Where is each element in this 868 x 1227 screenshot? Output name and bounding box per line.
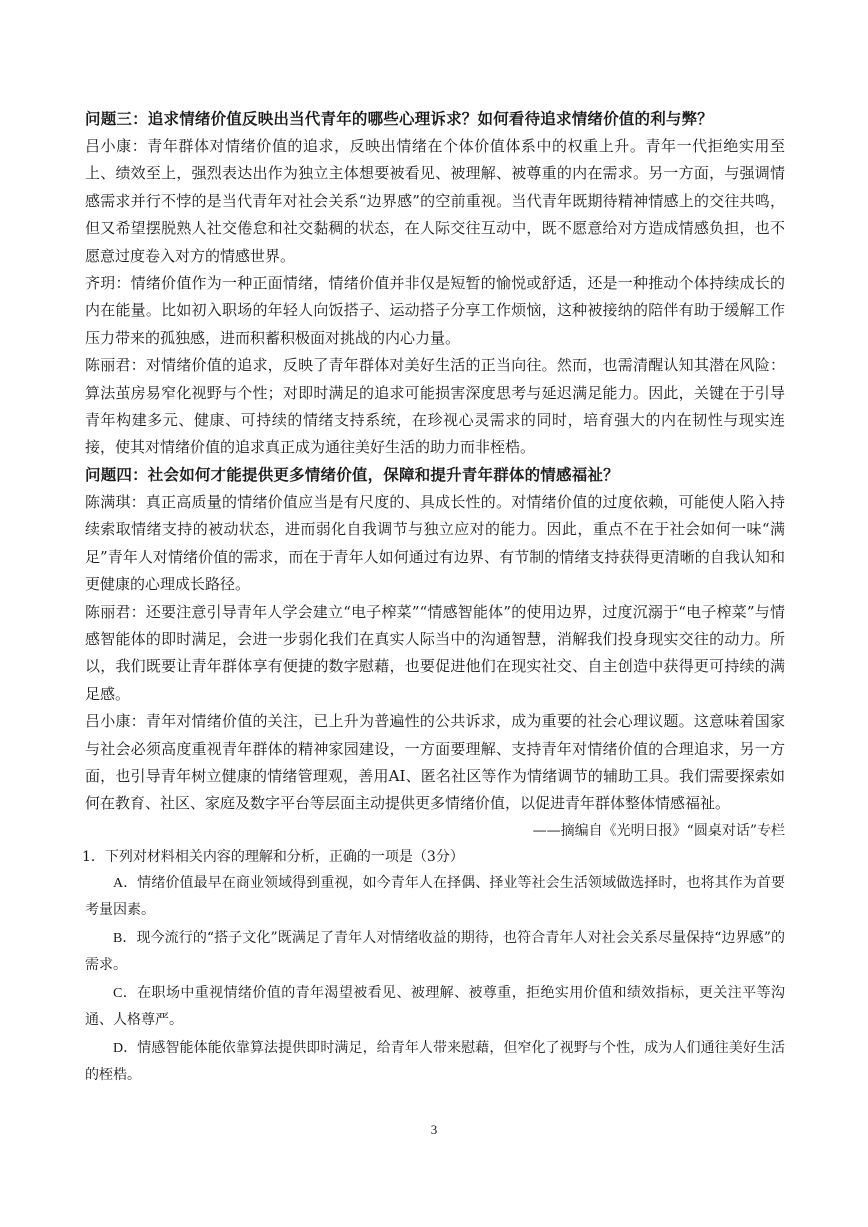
speaker-name: 吕小康： <box>85 712 146 731</box>
option-text: 现今流行的“搭子文化”既满足了青年人对情绪收益的期待，也符合青年人对社会关系尽量保持“边界感”的需求。 <box>85 929 785 974</box>
option-text: 情绪价值最早在商业领域得到重视，如今青年人在择偶、择业等社会生活领域做选择时，也将其作为首要考量因素。 <box>85 874 785 919</box>
option-b <box>85 925 785 980</box>
paragraph-text: 真正高质量的情绪价值应当是有尺度的、具成长性的。对情绪价值的过度依赖，可能使人陷入持续索取情绪支持的被动状态，进而弱化自我调节与独立应对的能力。因此，重点不在于社会如何一味“满足”青年人对情绪价值的需求，而在于青年人如何通过有边界、有节制的情绪支持获得更清晰的自我认知和更健康的心理成长路径。 <box>85 492 785 594</box>
option-text: 在职场中重视情绪价值的青年渴望被看见、被理解、被尊重，拒绝实用价值和绩效指标，更关注平等沟通、人格尊严。 <box>85 984 785 1029</box>
speaker-paragraph <box>85 352 785 462</box>
option-a <box>85 870 785 925</box>
speaker-paragraph <box>85 708 785 818</box>
question-three-heading: 问题三：追求情绪价值反映出当代青年的哪些心理诉求？如何看待追求情绪价值的利与弊？ <box>85 110 714 128</box>
question-stem: 1．下列对材料相关内容的理解和分析，正确的一项是（3分） <box>82 848 464 865</box>
speaker-name: 陈丽君： <box>85 602 146 621</box>
paragraph-text: 还要注意引导青年人学会建立“电子榨菜”“情感智能体”的使用边界，过度沉溺于“电子榨菜”与情感智能体的即时满足，会进一步弱化我们在真实人际当中的沟通智慧，消解我们投身现实交往的动力。所以，我们既要让青年群体享有便捷的数字慰藉，也要促进他们在现实社交、自主创造中获得更可持续的满足感。 <box>85 602 785 703</box>
question-three-section <box>85 106 785 462</box>
paragraph-text: 青年对情绪价值的关注，已上升为普遍性的公共诉求，成为重要的社会心理议题。这意味着国家与社会必须高度重视青年群体的精神家园建设，一方面要理解、支持青年对情绪价值的合理追求，另一方面，也引导青年树立健康的情绪管理观，善用AI、匿名社区等作为情绪调节的辅助工具。我们需要探索如何在教育、社区、家庭及数字平台等层面主动提供更多情绪价值，以促进青年群体整体情感福祉。 <box>85 712 785 813</box>
option-text: 情感智能体能依靠算法提供即时满足，给青年人带来慰藉，但窄化了视野与个性，成为人们通往美好生活的桎梏。 <box>85 1039 785 1084</box>
speaker-name: 吕小康： <box>85 137 148 155</box>
option-d <box>85 1035 785 1090</box>
option-c <box>85 980 785 1035</box>
speaker-paragraph <box>85 489 785 599</box>
option-letter: C． <box>113 985 138 1001</box>
speaker-paragraph <box>85 133 785 270</box>
document-page <box>82 106 785 1090</box>
speaker-name: 陈满琪： <box>85 492 146 511</box>
speaker-name: 齐玥： <box>85 274 131 293</box>
paragraph-text: 青年群体对情绪价值的追求，反映出情绪在个体价值体系中的权重上升。青年一代拒绝实用至上、绩效至上，强烈表达出作为独立主体想要被看见、被理解、被尊重的内在需求。另一方面，与强调情感需求并行不悖的是当代青年对社会关系“边界感”的空前重视。当代青年既期待精神情感上的交往共鸣，但又希望摆脱熟人社交倦怠和社交黏稠的状态，在人际交往互动中，既不愿意给对方造成情感负担，也不愿意过度卷入对方的情感世界。 <box>85 137 785 265</box>
source-citation: ——摘编自《光明日报》“圆桌对话”专栏 <box>532 822 785 839</box>
page-number: 3 <box>430 1122 438 1137</box>
speaker-paragraph <box>85 270 785 352</box>
paragraph-text: 情绪价值作为一种正面情绪，情绪价值并非仅是短暂的愉悦或舒适，还是一种推动个体持续成长的内在能量。比如初入职场的年轻人向饭搭子、运动搭子分享工作烦恼，这种被接纳的陪伴有助于缓解工作压力带来的孤独感，进而积蓄积极面对挑战的内心力量。 <box>85 274 785 347</box>
question-four-section <box>85 462 785 818</box>
multiple-choice-question <box>82 844 785 1090</box>
option-letter: B． <box>113 930 137 946</box>
option-letter: D． <box>113 1040 138 1056</box>
option-letter: A． <box>113 875 138 891</box>
speaker-paragraph <box>85 599 785 709</box>
question-four-heading: 问题四：社会如何才能提供更多情绪价值，保障和提升青年群体的情感福祉？ <box>85 465 619 484</box>
paragraph-text: 对情绪价值的追求，反映了青年群体对美好生活的正当向往。然而，也需清醒认知其潜在风险：算法茧房易窄化视野与个性；对即时满足的追求可能损害深度思考与延迟满足能力。因此，关键在于引导青年构建多元、健康、可持续的情绪支持系统，在珍视心灵需求的同时，培育强大的内在韧性与现实连接，使其对情绪价值的追求真正成为通往美好生活的助力而非桎梏。 <box>85 356 785 457</box>
speaker-name: 陈丽君： <box>85 356 146 375</box>
